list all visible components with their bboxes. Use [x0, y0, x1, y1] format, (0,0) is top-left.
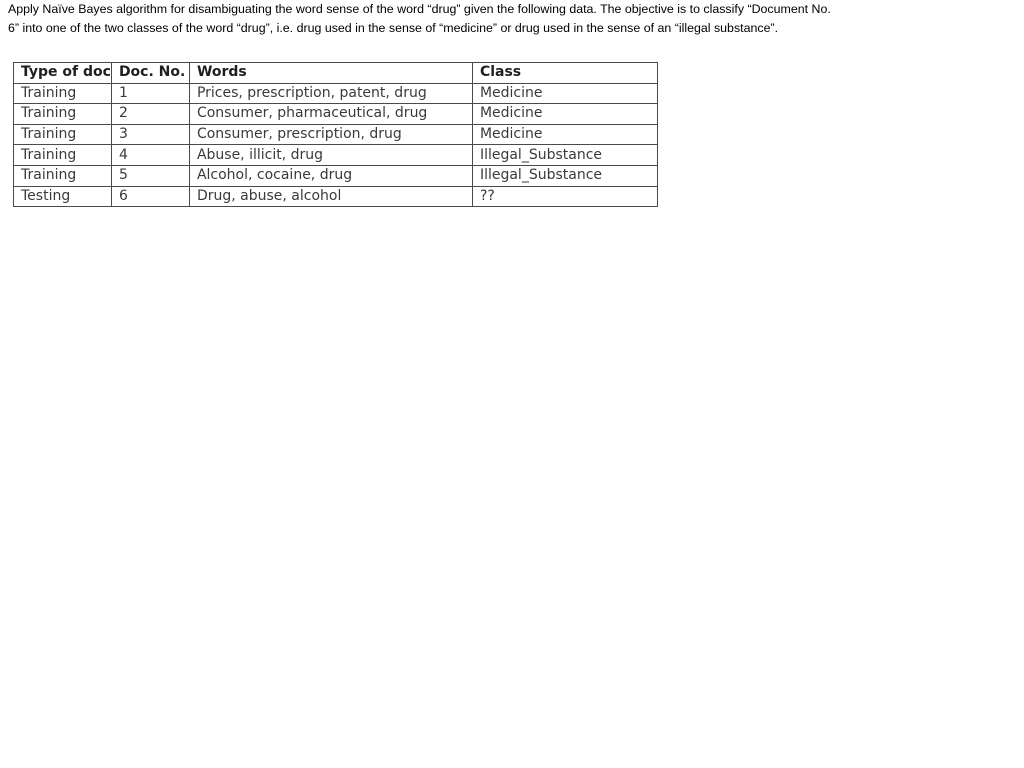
question-line-1: Apply Naïve Bayes algorithm for disambiguating the word sense of the word “drug” given the following data. The objective is to classify “Document No.	[8, 2, 831, 16]
table-header-row	[14, 63, 658, 84]
cell-doc-no: 5	[111, 165, 189, 186]
cell-doc-no: 3	[111, 124, 189, 145]
header-class: Class	[472, 63, 657, 84]
cell-type: Training	[14, 165, 112, 186]
table-row	[14, 186, 658, 207]
cell-type: Training	[14, 124, 112, 145]
cell-doc-no: 1	[111, 83, 189, 104]
cell-words: Alcohol, cocaine, drug	[189, 165, 472, 186]
cell-doc-no: 4	[111, 145, 189, 166]
cell-type: Training	[14, 104, 112, 125]
cell-type: Training	[14, 145, 112, 166]
cell-class: Illegal_Substance	[472, 165, 657, 186]
header-doc-no: Doc. No.	[111, 63, 189, 84]
cell-words: Prices, prescription, patent, drug	[189, 83, 472, 104]
cell-type: Testing	[14, 186, 112, 207]
cell-doc-no: 2	[111, 104, 189, 125]
cell-words: Consumer, prescription, drug	[189, 124, 472, 145]
cell-class: Medicine	[472, 83, 657, 104]
cell-class: Illegal_Substance	[472, 145, 657, 166]
question-text	[8, 0, 908, 38]
cell-words: Consumer, pharmaceutical, drug	[189, 104, 472, 125]
cell-class: ??	[472, 186, 657, 207]
cell-class: Medicine	[472, 104, 657, 125]
documents-table	[13, 62, 658, 207]
header-words: Words	[189, 63, 472, 84]
cell-words: Drug, abuse, alcohol	[189, 186, 472, 207]
header-type-of-doc: Type of doc	[14, 63, 112, 84]
table-row	[14, 145, 658, 166]
cell-doc-no: 6	[111, 186, 189, 207]
cell-words: Abuse, illicit, drug	[189, 145, 472, 166]
table-row	[14, 124, 658, 145]
table-row	[14, 83, 658, 104]
table-row	[14, 165, 658, 186]
question-line-2: 6” into one of the two classes of the word “drug”, i.e. drug used in the sense of “medicine” or drug used in the sense of an “illegal substance”.	[8, 21, 779, 35]
cell-class: Medicine	[472, 124, 657, 145]
cell-type: Training	[14, 83, 112, 104]
table-row	[14, 104, 658, 125]
